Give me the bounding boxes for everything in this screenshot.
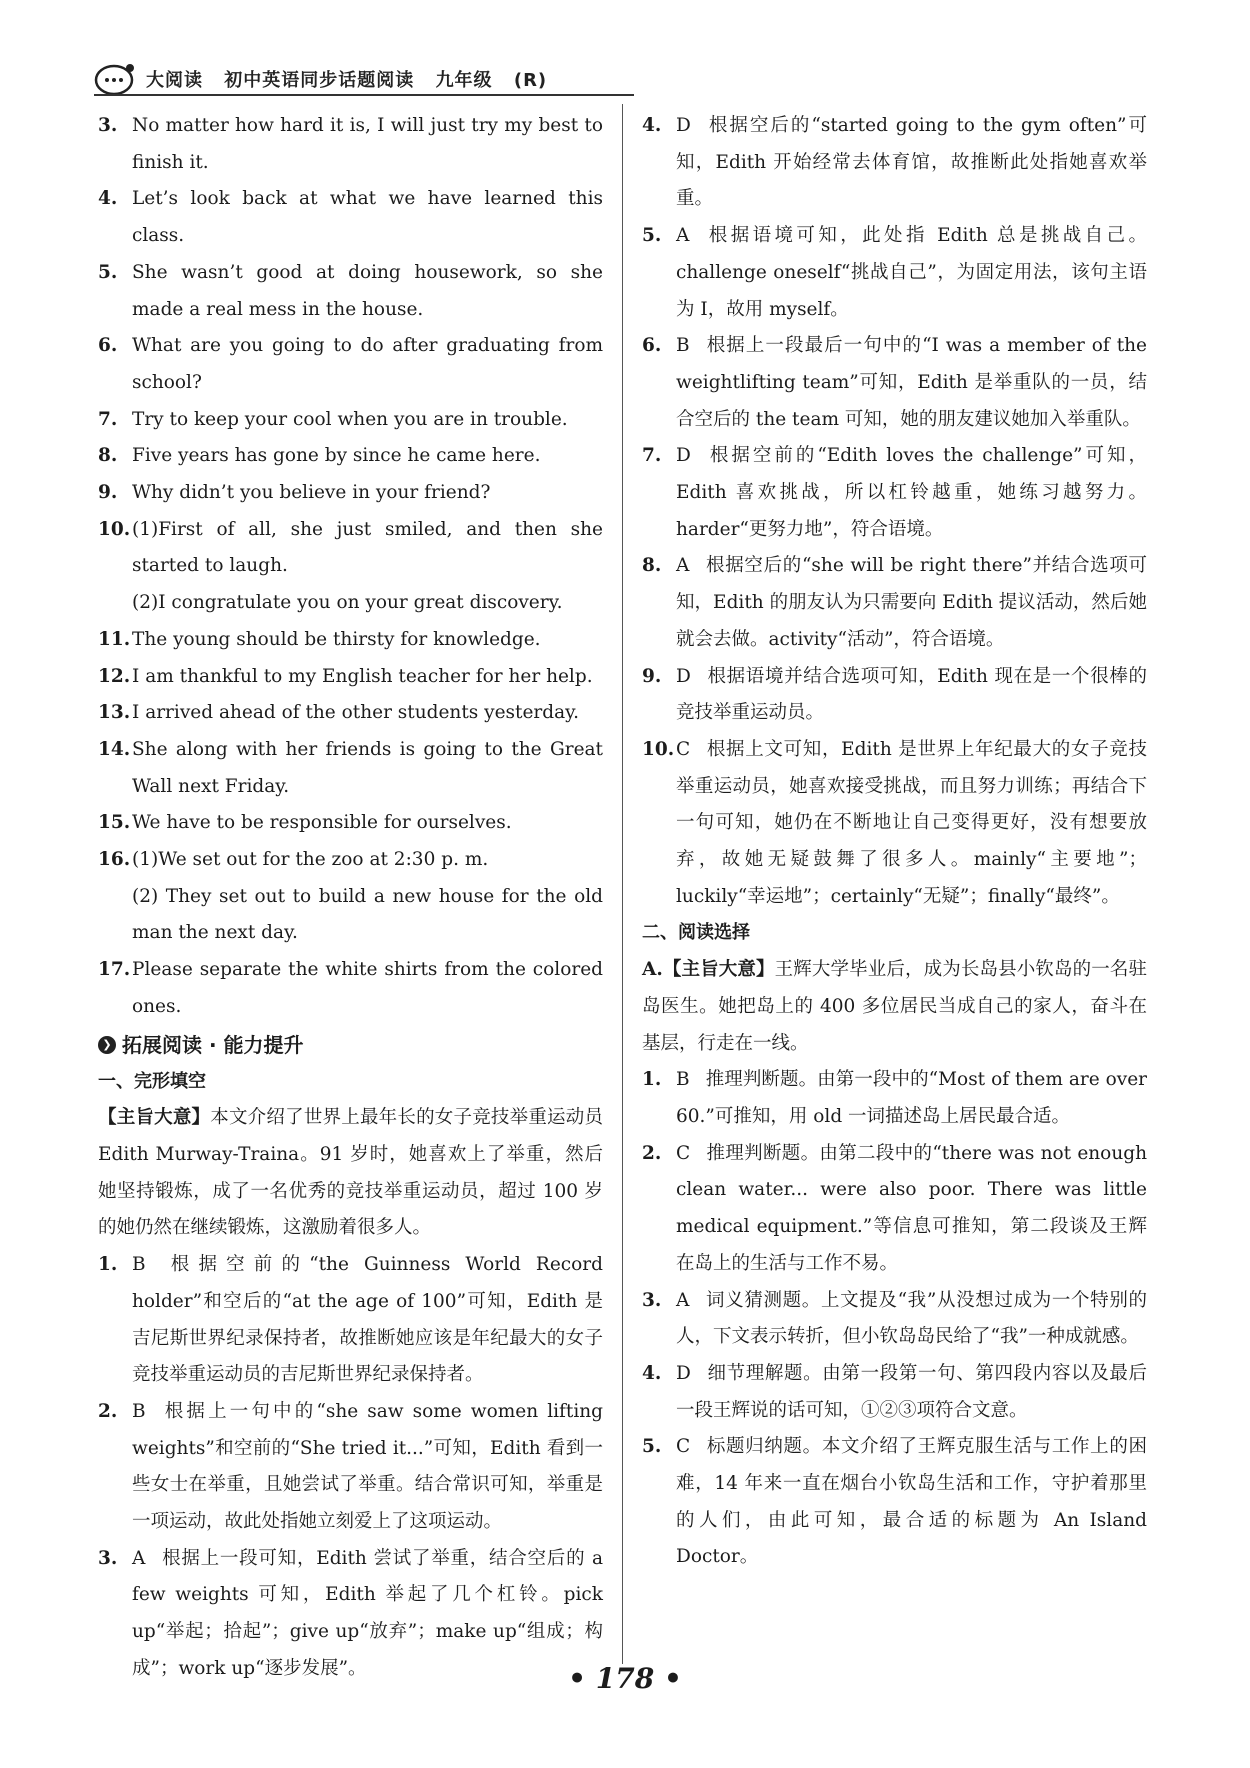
item-number: 6.: [642, 335, 662, 357]
book-name: 初中英语同步话题阅读: [224, 70, 415, 91]
item-number: 3.: [642, 1289, 662, 1311]
item-number: 10.: [642, 738, 675, 760]
item-text: 根据语境并结合选项可知，Edith 现在是一个很棒的竞技举重运动员。: [676, 665, 1147, 724]
item-number: 6.: [98, 335, 118, 357]
item-text: 根据上一段最后一句中的“I was a member of the weightlifting team”可知，Edith 是举重队的一员，结合空后的 the team 可知，她的朋友建议她加入举重队。: [676, 335, 1147, 430]
item-number: 1.: [98, 1254, 118, 1276]
left-column: [98, 108, 603, 1688]
reading-title: 二、阅读选择: [642, 922, 750, 944]
item-number: 5.: [642, 1436, 662, 1458]
answer-item: [642, 548, 1147, 658]
item-text: 根据空后的“she will be right there”并结合选项可知，Edith 的朋友认为只需要向 Edith 提议活动，然后她就会去做。activity“活动”，符合语境。: [676, 555, 1147, 650]
item-text: 根据上一段可知，Edith 尝试了举重，结合空后的 a few weights 可知，Edith 举起了几个杠铃。pick up“举起；拾起”；give up“放弃”；make up“组成；构成”；work up“逐步发展”。: [132, 1547, 603, 1679]
cloze-title: 一、完形填空: [98, 1070, 206, 1092]
item-text: What are you going to do after graduating from school?: [132, 335, 603, 393]
item-number: 12.: [98, 665, 131, 687]
answer-item: [98, 475, 603, 512]
item-text: 根据上一句中的“she saw some women lifting weights”和空前的“She tried it...”可知，Edith 看到一些女士在举重，且她尝试了举重。结合常识可知，举重是一项运动，故此处指她立刻爱上了这项运动。: [132, 1400, 603, 1533]
answer-item: [642, 1062, 1147, 1135]
item-number: 7.: [642, 445, 662, 467]
item-text: The young should be thirsty for knowledge.: [132, 628, 541, 650]
answer-item: [98, 622, 603, 659]
item-number: 4.: [98, 188, 118, 210]
answer-item: [642, 659, 1147, 732]
answer-item: [98, 659, 603, 696]
item-number: 2.: [642, 1142, 662, 1164]
item-text: Try to keep your cool when you are in trouble.: [132, 408, 568, 430]
cloze-answers-left: [98, 1247, 603, 1687]
item-number: 4.: [642, 1362, 662, 1384]
answer-choice: D: [676, 1362, 691, 1384]
answer-item: [98, 328, 603, 401]
item-text: (1)We set out for the zoo at 2:30 p. m.: [132, 849, 489, 871]
answer-item: [642, 1356, 1147, 1429]
answer-choice: A: [132, 1547, 146, 1569]
item-number: 2.: [98, 1400, 118, 1422]
arrow-badge-icon: ❯: [98, 1036, 116, 1054]
answer-item: [98, 842, 603, 879]
item-text: 根据语境可知，此处指 Edith 总是挑战自己。challenge oneself“挑战自己”，为固定用法，该句主语为 I，故用 myself。: [676, 225, 1147, 320]
grade-label: 九年级: [435, 70, 493, 91]
item-text: 标题归纳题。本文介绍了王辉克服生活与工作上的困难，14 年来一直在烟台小钦岛生活和工作，守护着那里的人们，由此可知，最合适的标题为 An Island Doctor。: [676, 1436, 1147, 1568]
item-text: 根据空前的“the Guinness World Record holder”和空后的“at the age of 100”可知，Edith 是吉尼斯世界纪录保持者，故推断她应该是年纪最大的女子竞技举重运动员的吉尼斯世界纪录保持者。: [132, 1254, 603, 1386]
answer-choice: D: [676, 665, 691, 687]
series-name: 大阅读: [146, 70, 203, 91]
item-text: I arrived ahead of the other students yesterday.: [132, 702, 580, 724]
item-number: 4.: [642, 115, 662, 136]
edition-label: (R): [513, 70, 548, 91]
column-divider: [622, 104, 623, 1664]
item-text: 词义猜测题。上文提及“我”从没想过成为一个特别的人，下文表示转折，但小钦岛岛民给了“我”一种成就感。: [676, 1289, 1147, 1348]
item-text: She along with her friends is going to the Great Wall next Friday.: [132, 738, 603, 797]
header-text: [146, 66, 561, 92]
answer-item: [642, 1283, 1147, 1356]
item-number: 13.: [98, 702, 131, 724]
item-number: 11.: [98, 628, 131, 650]
item-number: 5.: [642, 225, 662, 247]
item-text: 根据空前的“Edith loves the challenge”可知，Edith 喜欢挑战，所以杠铃越重，她练习越努力。harder“更努力地”，符合语境。: [676, 445, 1147, 540]
answer-item: [98, 108, 603, 181]
answer-item: [98, 255, 603, 328]
item-number: 10.: [98, 518, 131, 540]
book-logo-icon: [94, 62, 138, 96]
answer-item: [98, 512, 603, 585]
answer-item: [98, 805, 603, 842]
item-number: 16.: [98, 849, 131, 871]
cloze-summary: [98, 1100, 603, 1247]
translation-answers: [98, 108, 603, 1026]
item-text: (2) They set out to build a new house for the old man the next day.: [132, 885, 603, 944]
answer-item: [642, 108, 1147, 218]
answer-item: [98, 1247, 603, 1394]
answer-choice: C: [676, 1436, 691, 1458]
reading-answers: [642, 1062, 1147, 1576]
item-text: Let’s look back at what we have learned this class.: [132, 188, 603, 247]
answer-item: [98, 732, 603, 805]
answer-choice: C: [676, 1142, 691, 1164]
answer-choice: A: [676, 555, 690, 577]
answer-choice: B: [132, 1254, 146, 1276]
answer-choice: B: [676, 1069, 690, 1091]
item-number: 3.: [98, 115, 118, 136]
summary-text: 王辉大学毕业后，成为长岛县小钦岛的一名驻岛医生。她把岛上的 400 多位居民当成自己的家人，奋斗在基层，行走在一线。: [642, 959, 1147, 1054]
reading-summary: [642, 952, 1147, 1062]
answer-choice: A: [676, 1289, 690, 1311]
item-number: 9.: [642, 665, 662, 687]
answer-item: [98, 181, 603, 254]
answer-item: [642, 438, 1147, 548]
summary-label: 【主旨大意】: [662, 959, 775, 981]
answer-item: [98, 952, 603, 1025]
item-number: 7.: [98, 408, 118, 430]
item-text: 根据空后的“started going to the gym often”可知，Edith 开始经常去体育馆，故推断此处指她喜欢举重。: [676, 115, 1147, 210]
header-rule: [94, 94, 634, 96]
item-text: 细节理解题。由第一段第一句、第四段内容以及最后一段王辉说的话可知，①②③项符合文意。: [676, 1362, 1147, 1421]
answer-choice: A: [676, 225, 690, 247]
summary-text: 本文介绍了世界上最年长的女子竞技举重运动员 Edith Murway-Traina。91 岁时，她喜欢上了举重，然后她坚持锻炼，成了一名优秀的竞技举重运动员，超过 100 岁的她仍然在继续锻炼，这激励着很多人。: [98, 1107, 603, 1239]
answer-item: [98, 879, 603, 952]
passage-label: A.: [642, 959, 663, 981]
answer-item: [98, 402, 603, 439]
answer-choice: D: [676, 445, 691, 467]
extension-reading-title: [98, 1026, 603, 1064]
item-number: 1.: [642, 1069, 662, 1091]
answer-choice: B: [132, 1400, 146, 1422]
item-text: 推理判断题。由第一段中的“Most of them are over 60.”可推知，用 old 一词描述岛上居民最合适。: [676, 1069, 1147, 1127]
item-text: Please separate the white shirts from the colored ones.: [132, 959, 603, 1017]
item-number: 8.: [642, 555, 662, 577]
item-number: 15.: [98, 812, 131, 834]
item-text: No matter how hard it is, I will just try my best to finish it.: [132, 115, 603, 173]
item-text: 根据上文可知，Edith 是世界上年纪最大的女子竞技举重运动员，她喜欢接受挑战，而且努力训练；再结合下一句可知，她仍在不断地让自己变得更好，没有想要放弃，故她无疑鼓舞了很多人。mainly“主要地”；luckily“幸运地”；certainly“无疑”；finally“最终”。: [676, 738, 1147, 907]
item-text: (1)First of all, she just smiled, and then she started to laugh.: [132, 518, 603, 577]
answer-item: [642, 1136, 1147, 1283]
item-number: 3.: [98, 1547, 118, 1569]
item-number: 8.: [98, 445, 118, 467]
item-text: I am thankful to my English teacher for her help.: [132, 665, 593, 687]
answer-choice: C: [676, 738, 691, 760]
extension-title-text: 拓展阅读 · 能力提升: [122, 1032, 304, 1057]
answer-item: [642, 218, 1147, 328]
item-number: 17.: [98, 959, 131, 981]
item-text: We have to be responsible for ourselves.: [132, 812, 512, 834]
item-text: (2)I congratulate you on your great discovery.: [132, 592, 563, 614]
page-header: [94, 52, 634, 98]
cloze-answers-right: [642, 108, 1147, 915]
answer-choice: B: [676, 335, 690, 357]
right-column: [642, 108, 1147, 1576]
item-text: Five years has gone by since he came here.: [132, 445, 541, 467]
answer-item: [98, 585, 603, 622]
answer-item: [98, 695, 603, 732]
item-text: She wasn’t good at doing housework, so she made a real mess in the house.: [132, 261, 603, 320]
answer-item: [98, 438, 603, 475]
summary-label: 【主旨大意】: [98, 1107, 211, 1129]
item-text: Why didn’t you believe in your friend?: [132, 482, 491, 504]
item-text: 推理判断题。由第二段中的“there was not enough clean water... were also poor. There was little medical equipment.”等信息可推知，第二段谈及王辉在岛上的生活与工作不易。: [676, 1142, 1147, 1274]
answer-choice: D: [676, 115, 691, 136]
page-number: • 178 •: [568, 1662, 682, 1695]
item-number: 5.: [98, 261, 118, 283]
answer-item: [642, 1429, 1147, 1576]
answer-item: [98, 1394, 603, 1541]
item-number: 9.: [98, 482, 118, 504]
answer-item: [642, 732, 1147, 916]
item-number: 14.: [98, 738, 131, 760]
answer-item: [642, 328, 1147, 438]
